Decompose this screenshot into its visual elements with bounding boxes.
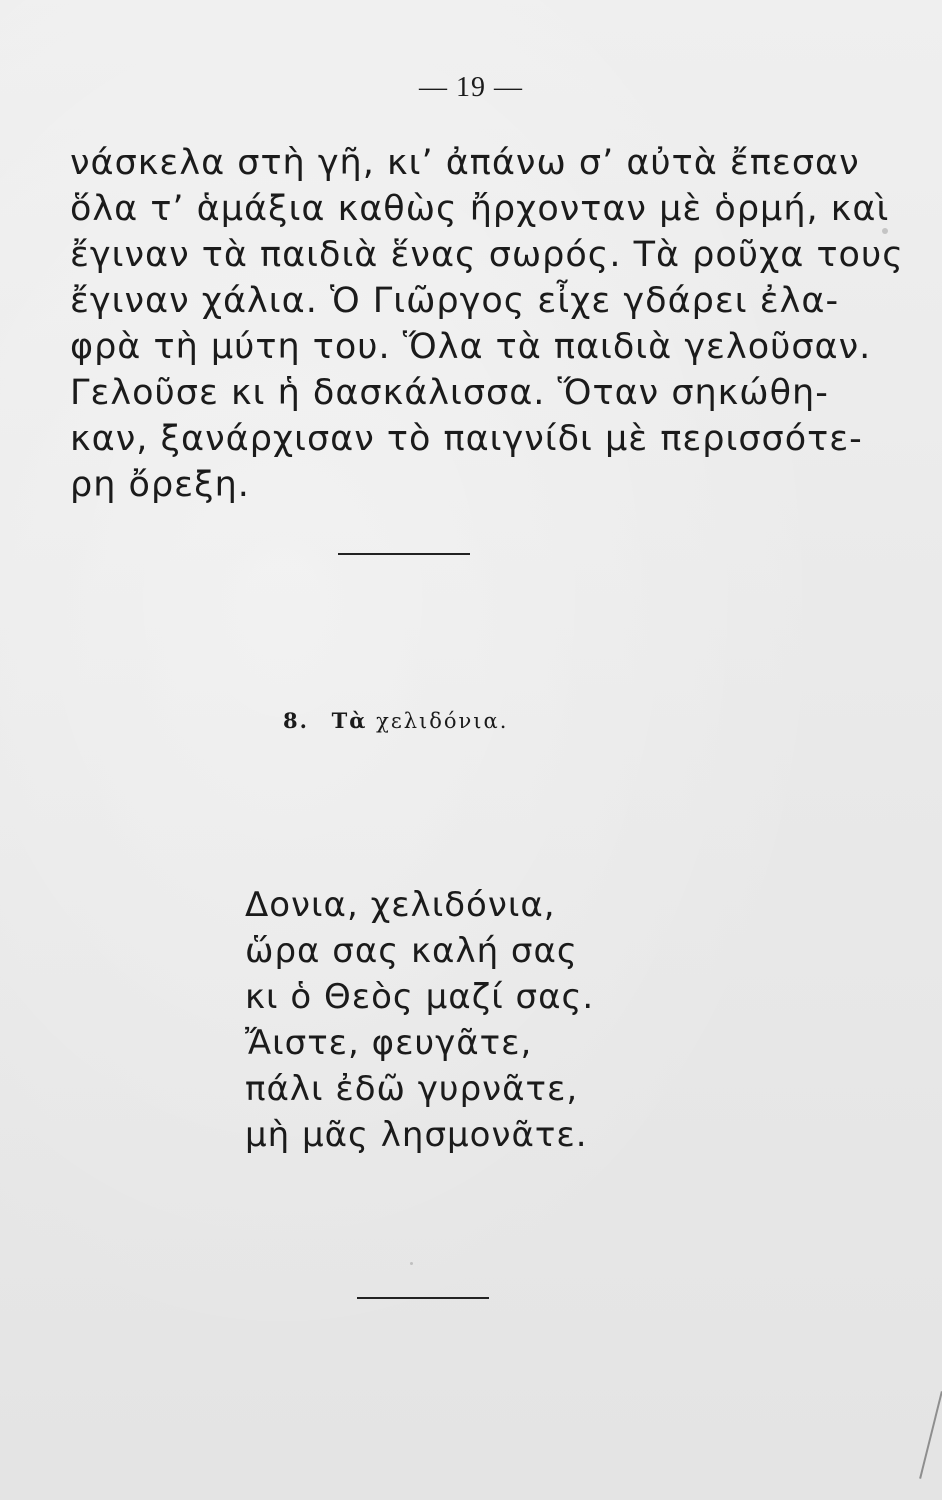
section-number: 8. [283,708,309,733]
section-heading [283,708,508,733]
prose-line: νάσκελα στὴ γῆ, κι’ ἀπάνω σ’ αὐτὰ ἔπεσαν [70,143,860,183]
end-divider [357,1297,489,1299]
prose-line: ἔγιναν χάλια. Ὁ Γιῶργος εἶχε γδάρει ἐλα- [70,281,840,321]
paper-crease [919,1391,942,1479]
poem [245,882,594,1158]
prose-line: ἔγιναν τὰ παιδιὰ ἕνας σωρός. Τὰ ροῦχα τους [70,235,904,275]
paper-speck [410,1262,413,1265]
prose-paragraph [70,140,904,508]
prose-line: ὅλα τ’ ἁμάξια καθὼς ἤρχονταν μὲ ὁρμή, καὶ [70,189,890,229]
section-title-article: Τὰ [331,708,368,733]
paper-speck [882,228,888,234]
prose-line: καν, ξανάρχισαν τὸ παιγνίδι μὲ περισσότε- [70,419,863,459]
section-title: χελιδόνια. [376,709,509,733]
section-divider [338,553,470,555]
poem-line: Ἄιστε, φευγᾶτε, [245,1023,533,1063]
poem-line: πάλι ἐδῶ γυρνᾶτε, [245,1069,579,1109]
poem-line: κι ὁ Θεὸς μαζί σας. [245,977,595,1017]
prose-line: φρὰ τὴ μύτη του. Ὅλα τὰ παιδιὰ γελοῦσαν. [70,327,872,367]
prose-line: Γελοῦσε κι ἡ δασκάλισσα. Ὅταν σηκώθη- [70,373,829,413]
poem-line: Δονια, χελιδόνια, [245,885,556,925]
page-number: — 19 — [419,72,523,103]
poem-line: ὥρα σας καλή σας [245,931,578,971]
prose-line: ρη ὄρεξη. [70,465,250,505]
poem-line: μὴ μᾶς λησμονᾶτε. [245,1115,588,1155]
